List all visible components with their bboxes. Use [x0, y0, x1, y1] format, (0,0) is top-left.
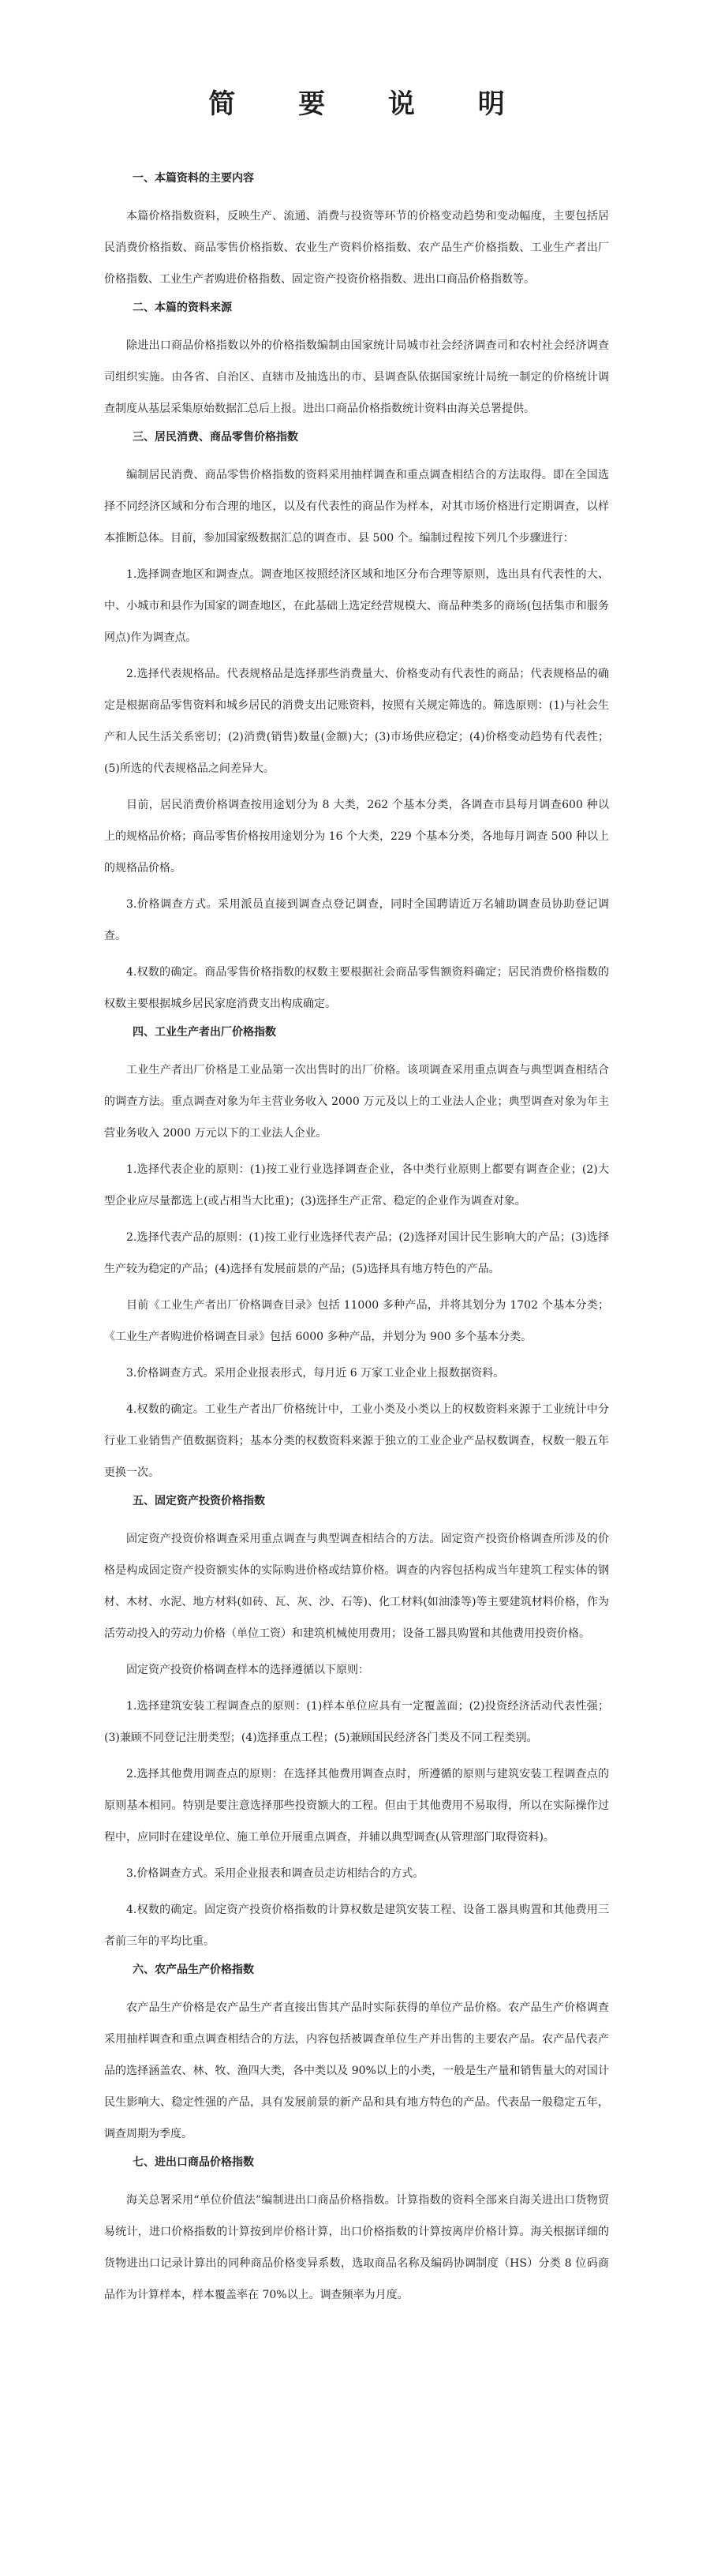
section-5 [104, 1493, 609, 1957]
paragraph: 本篇价格指数资料，反映生产、流通、消费与投资等环节的价格变动趋势和变动幅度，主要包括居民消费价格指数、商品零售价格指数、农业生产资料价格指数、农产品生产价格指数、工业生产者出厂价格指数、工业生产者购进价格指数、固定资产投资价格指数、进出口商品价格指数等。 [104, 210, 609, 286]
paragraph: 1.选择代表企业的原则：(1)按工业行业选择调查企业，各中类行业原则上都要有调查企业；(2)大型企业应尽量都选上(或占相当大比重)；(3)选择生产正常、稳定的企业作为调查对象。 [104, 1163, 609, 1208]
section-heading: 六、农产品生产价格指数 [133, 1964, 254, 1976]
section-2 [104, 300, 609, 425]
section-1 [104, 170, 609, 295]
paragraph: 海关总署采用“单位价值法”编制进出口商品价格指数。计算指数的资料全部来自海关进出口货物贸易统计，进口价格指数的计算按到岸价格计算，出口价格指数的计算按离岸价格计算。海关根据详细的货物进出口记录计算出的同种商品价格变异系数，选取商品名称及编码协调制度（HS）分类 8 位码商品作为计算样本，样本覆盖率在 70%以上。调查频率为月度。 [104, 2194, 609, 2301]
section-3 [104, 429, 609, 1020]
page-title: 简 要 说 明 [208, 88, 532, 120]
paragraph: 固定资产投资价格调查样本的选择遵循以下原则： [126, 1664, 369, 1676]
paragraph: 农产品生产价格是农产品生产者直接出售其产品时实际获得的单位产品价格。农产品生产价格调查采用抽样调查和重点调查相结合的方法，内容包括被调查单位生产并出售的主要农产品。农产品代表产品的选择涵盖农、林、牧、渔四大类，各中类以及 90%以上的小类，一般是生产量和销售量大的对国计民生影响大、稳定性强的产品，具有发展前景的新产品和具有地方特色的产品。代表品一般稳定五年，调查周期为季度。 [104, 2001, 609, 2140]
paragraph: 3.价格调查方式。采用企业报表形式，每月近 6 万家工业企业上报数据资料。 [126, 1367, 505, 1380]
paragraph: 目前《工业生产者出厂价格调查目录》包括 11000 多种产品，并将其划分为 1702 个基本分类；《工业生产者购进价格调查目录》包括 6000 多种产品，并划分为 900 多个基本分类。 [104, 1299, 609, 1343]
paragraph: 1.选择调查地区和调查点。调查地区按照经济区域和地区分布合理等原则，选出具有代表性的大、中、小城市和县作为国家的调查地区，在此基础上选定经营规模大、商品种类多的商场(包括集市和服务网点)作为调查点。 [104, 568, 609, 644]
section-6 [104, 1962, 609, 2150]
section-heading: 七、进出口商品价格指数 [133, 2156, 254, 2169]
paragraph: 1.选择建筑安装工程调查点的原则：(1)样本单位应具有一定覆盖面；(2)投资经济活动代表性强；(3)兼顾不同登记注册类型；(4)选择重点工程；(5)兼顾国民经济各门类及不同工程类别。 [104, 1700, 609, 1744]
section-heading: 四、工业生产者出厂价格指数 [133, 1026, 276, 1039]
paragraph: 3.价格调查方式。采用派员直接到调查点登记调查，同时全国聘请近万名辅助调查员协助登记调查。 [104, 898, 609, 942]
paragraph: 2.选择代表产品的原则：(1)按工业行业选择代表产品；(2)选择对国计民生影响大的产品；(3)选择生产较为稳定的产品；(4)选择有发展前景的产品；(5)选择具有地方特色的产品。 [104, 1231, 609, 1275]
paragraph: 4.权数的确定。商品零售价格指数的权数主要根据社会商品零售额资料确定；居民消费价格指数的权数主要根据城乡居民家庭消费支出构成确定。 [104, 966, 609, 1010]
paragraph: 2.选择其他费用调查点的原则：在选择其他费用调查点时，所遵循的原则与建筑安装工程调查点的原则基本相同。特别是要注意选择那些投资额大的工程。但由于其他费用不易取得，所以在实际操作过程中，应同时在建设单位、施工单位开展重点调查，并辅以典型调查(从管理部门取得资料)。 [104, 1768, 609, 1844]
document-body [104, 170, 609, 2311]
section-heading: 五、固定资产投资价格指数 [133, 1495, 265, 1507]
section-heading: 三、居民消费、商品零售价格指数 [133, 431, 298, 444]
paragraph: 4.权数的确定。工业生产者出厂价格统计中，工业小类及小类以上的权数资料来源于工业统计中分行业工业销售产值数据资料；基本分类的权数资料来源于独立的工业企业产品权数调查，权数一般五年更换一次。 [104, 1403, 609, 1479]
paragraph: 3.价格调查方式。采用企业报表和调查员走访相结合的方式。 [126, 1867, 424, 1880]
paragraph: 编制居民消费、商品零售价格指数的资料采用抽样调查和重点调查相结合的方法取得。即在全国选择不同经济区域和分布合理的地区，以及有代表性的商品作为样本，对其市场价格进行定期调查，以样本推断总体。目前，参加国家级数据汇总的调查市、县 500 个。编制过程按下列几个步骤进行： [104, 469, 609, 545]
paragraph: 目前，居民消费价格调查按用途划分为 8 大类，262 个基本分类，各调查市县每月调查600 种以上的规格品价格；商品零售价格按用途划分为 16 个大类，229 个基本分类，各地每月调查 500 种以上的规格品价格。 [104, 799, 609, 874]
section-heading: 二、本篇的资料来源 [133, 301, 232, 314]
paragraph: 4.权数的确定。固定资产投资价格指数的计算权数是建筑安装工程、设备工器具购置和其他费用三者前三年的平均比重。 [104, 1904, 609, 1948]
section-4 [104, 1024, 609, 1488]
section-7 [104, 2155, 609, 2311]
paragraph: 固定资产投资价格调查采用重点调查与典型调查相结合的方法。固定资产投资价格调查所涉及的价格是构成固定资产投资额实体的实际购进价格或结算价格。调查的内容包括构成当年建筑工程实体的钢材、木材、水泥、地方材料(如砖、瓦、灰、沙、石等)、化工材料(如油漆等)等主要建筑材料价格，作为活劳动投入的劳动力价格（单位工资）和建筑机械使用费用；设备工器具购置和其他费用投资价格。 [104, 1533, 609, 1640]
paragraph: 除进出口商品价格指数以外的价格指数编制由国家统计局城市社会经济调查司和农村社会经济调查司组织实施。由各省、自治区、直辖市及抽选出的市、县调查队依据国家统计局统一制定的价格统计调查制度从基层采集原始数据汇总后上报。进出口商品价格指数统计资料由海关总署提供。 [104, 339, 609, 415]
section-heading: 一、本篇资料的主要内容 [133, 172, 254, 185]
paragraph: 2.选择代表规格品。代表规格品是选择那些消费量大、价格变动有代表性的商品；代表规格品的确定是根据商品零售资料和城乡居民的消费支出记账资料，按照有关规定筛选的。筛选原则：(1)与社会生产和人民生活关系密切；(2)消费(销售)数量(金额)大；(3)市场供应稳定；(4)价格变动趋势有代表性；(5)所选的代表规格品之间差异大。 [104, 668, 609, 775]
paragraph: 工业生产者出厂价格是工业品第一次出售时的出厂价格。该项调查采用重点调查与典型调查相结合的调查方法。重点调查对象为年主营业务收入 2000 万元及以上的工业法人企业；典型调查对象为年主营业务收入 2000 万元以下的工业法人企业。 [104, 1064, 609, 1140]
